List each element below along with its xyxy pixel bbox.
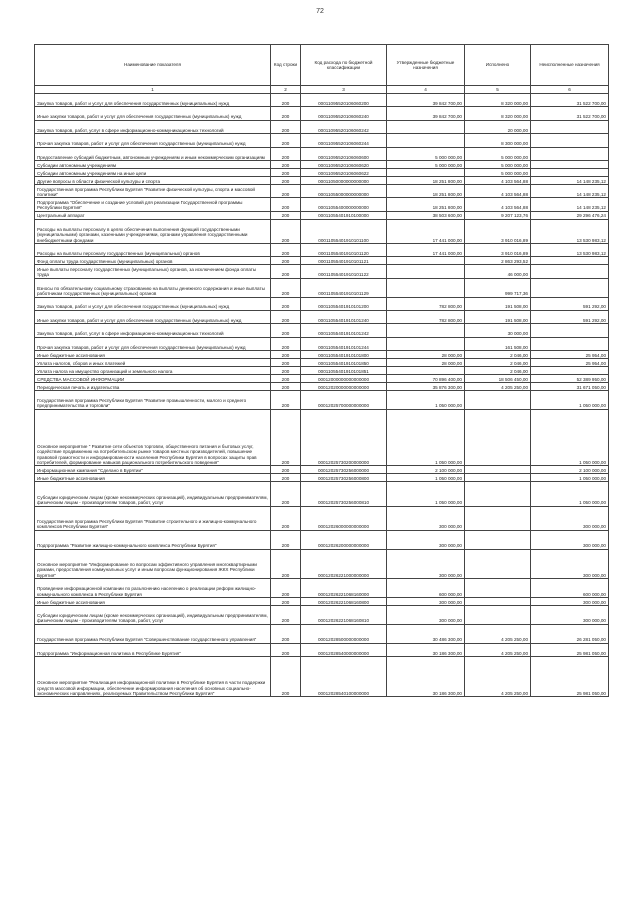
row-remaining [531,278,609,297]
table-row [35,160,609,168]
table-row [35,184,609,197]
row-kbk: 00012025700000000000 [301,391,387,410]
row-line-code: 200 [271,184,301,197]
table-row [35,409,609,466]
row-name: Расходы на выплаты персоналу государственных (муниципальных) органов [35,243,271,256]
row-line-code: 200 [271,549,301,579]
row-name: Закупка товаров, работ и услуг для обеспечения государственных (муниципальных) нужд [35,94,271,107]
table-row [35,198,609,211]
row-line-code: 200 [271,147,301,160]
column-number: 3 [301,86,387,94]
row-executed: 8 300 000,00 [465,134,531,147]
row-name: Субсидии юридическим лицам (кроме некоммерческих организаций), индивидуальным предпринимателям, физическим лицам - производителям товаров, работ, услуг [35,606,271,625]
row-remaining [531,168,609,176]
column-header-executed: Исполнено [465,45,531,86]
row-remaining: 14 148 235,12 [531,198,609,211]
row-approved [387,168,465,176]
table-row [35,324,609,337]
table-row [35,474,609,482]
row-kbk: 00011095520106060620 [301,160,387,168]
row-line-code: 200 [271,160,301,168]
row-executed: 46 000,00 [465,265,531,278]
row-executed: 3 910 016,89 [465,219,531,243]
row-executed: 30 000,00 [465,324,531,337]
row-name: Закупка товаров, работ, услуг в сфере информационно-коммуникационных технологий [35,324,271,337]
table-row [35,375,609,383]
row-line-code: 200 [271,579,301,598]
table-row [35,657,609,697]
row-name: Иные бюджетные ассигнования [35,474,271,482]
row-approved: 35 876 300,00 [387,383,465,391]
row-line-code: 200 [271,337,301,350]
row-executed: 4 205 250,00 [465,624,531,643]
row-approved: 1 050 000,00 [387,482,465,506]
row-remaining [531,147,609,160]
row-name: Подпрограмма "Обеспечение и создание условий для реализации Государственной программы Республики Бурятия" [35,198,271,211]
row-kbk: 00011055401910101120 [301,243,387,256]
row-line-code: 200 [271,278,301,297]
row-line-code: 200 [271,391,301,410]
row-remaining: 26 281 050,00 [531,624,609,643]
row-approved: 28 000,00 [387,359,465,367]
row-approved: 28 000,00 [387,351,465,359]
row-approved: 5 000 000,00 [387,160,465,168]
row-approved: 38 503 600,00 [387,211,465,219]
row-line-code: 200 [271,409,301,466]
row-remaining: 591 292,00 [531,310,609,323]
row-executed: 2 863 293,52 [465,257,531,265]
row-executed: 4 205 250,00 [465,657,531,697]
row-kbk: 00012000000000000000 [301,375,387,383]
row-name: Периодическая печать и издательства [35,383,271,391]
row-approved: 600 000,00 [387,579,465,598]
row-name: Другие вопросы в области физической культуры и спорта [35,176,271,184]
row-approved: 30 186 300,00 [387,643,465,656]
row-remaining: 300 000,00 [531,598,609,606]
row-remaining: 25 954,00 [531,359,609,367]
table-row [35,168,609,176]
column-header-line-code: Код строки [271,45,301,86]
row-executed: 2 046,00 [465,367,531,375]
row-remaining: 14 148 235,12 [531,176,609,184]
row-line-code: 200 [271,474,301,482]
row-remaining [531,160,609,168]
row-line-code: 200 [271,482,301,506]
row-name: Закупка товаров, работ и услуг для обеспечения государственных (муниципальных) нужд [35,297,271,310]
row-line-code: 200 [271,257,301,265]
row-kbk: 00012026221000000000 [301,549,387,579]
row-remaining: 300 000,00 [531,506,609,530]
row-executed [465,474,531,482]
row-approved [387,367,465,375]
table-row [35,297,609,310]
row-kbk: 00011095520106060240 [301,107,387,120]
row-kbk: 00012025730256000810 [301,482,387,506]
row-name: Закупка товаров, работ, услуг в сфере информационно-коммуникационных технологий [35,120,271,133]
row-line-code: 200 [271,107,301,120]
row-kbk: 00012026200000000000 [301,530,387,549]
row-name: Прочая закупка товаров, работ и услуг для обеспечения государственных (муниципальных) нужд [35,337,271,350]
row-remaining: 25 981 050,00 [531,657,609,697]
row-approved [387,257,465,265]
row-line-code: 200 [271,120,301,133]
row-line-code: 200 [271,598,301,606]
row-approved: 70 896 400,00 [387,375,465,383]
table-row [35,337,609,350]
row-executed: 8 320 000,00 [465,94,531,107]
row-remaining: 1 050 000,00 [531,482,609,506]
row-name: Прочая закупка товаров, работ и услуг для обеспечения государственных (муниципальных) нужд [35,134,271,147]
row-name: Государственная программа Республики Бурятия "Совершенствование государственного управления" [35,624,271,643]
row-remaining: 31 671 050,00 [531,383,609,391]
row-name: СРЕДСТВА МАССОВОЙ ИНФОРМАЦИИ [35,375,271,383]
row-line-code: 200 [271,383,301,391]
row-approved: 18 251 800,00 [387,198,465,211]
row-executed [465,391,531,410]
table-row [35,530,609,549]
row-name: Субсидии автономным учреждениям на иные цели [35,168,271,176]
row-line-code: 200 [271,211,301,219]
row-kbk: 00011055401910101240 [301,310,387,323]
row-line-code: 200 [271,506,301,530]
column-header-approved: Утвержденные бюджетные назначения [387,45,465,86]
row-kbk: 00011055401910101100 [301,219,387,243]
row-executed [465,466,531,474]
row-name: Уплата налогов, сборов и иных платежей [35,359,271,367]
column-header-remaining: Неисполненные назначения [531,45,609,86]
column-number: 6 [531,86,609,94]
row-approved: 300 000,00 [387,549,465,579]
row-name: Предоставление субсидий бюджетным, автономным учреждениям и иным некоммерческим организациям [35,147,271,160]
column-number: 4 [387,86,465,94]
row-approved: 17 441 000,00 [387,219,465,243]
row-approved: 5 000 000,00 [387,147,465,160]
table-row [35,624,609,643]
row-approved [387,134,465,147]
row-executed [465,579,531,598]
row-approved [387,278,465,297]
row-name: Подпрограмма "Развитие жилищно-коммунального комплекса Республики Бурятия" [35,530,271,549]
table-body [35,94,609,697]
row-kbk: 00011055400000000000 [301,198,387,211]
row-approved: 39 842 700,00 [387,107,465,120]
row-approved [387,120,465,133]
row-name: Уплата налога на имущество организаций и земельного налога [35,367,271,375]
row-line-code: 200 [271,624,301,643]
row-line-code: 200 [271,359,301,367]
row-name: Государственная программа Республики Бурятия "Развитие физической культуры, спорта и массовой политики" [35,184,271,197]
row-line-code: 200 [271,134,301,147]
row-approved [387,265,465,278]
row-line-code: 200 [271,265,301,278]
row-executed [465,506,531,530]
table-row [35,598,609,606]
table-row [35,94,609,107]
row-approved [387,324,465,337]
row-kbk: 00011055401910101122 [301,265,387,278]
table-row [35,243,609,256]
row-kbk: 00011095520106060600 [301,147,387,160]
row-kbk: 00011055401910101121 [301,257,387,265]
row-kbk: 00012026221068160810 [301,606,387,625]
row-approved: 17 441 000,00 [387,243,465,256]
page-number: 72 [316,8,324,15]
row-line-code: 200 [271,351,301,359]
row-kbk: 00011095520106060242 [301,120,387,133]
row-executed: 2 046,00 [465,351,531,359]
row-remaining [531,367,609,375]
row-name: Иные закупки товаров, работ и услуг для обеспечения государственных (муниципальных) нужд [35,107,271,120]
row-executed: 161 508,00 [465,337,531,350]
row-remaining: 1 050 000,00 [531,391,609,410]
table-row [35,134,609,147]
row-executed: 4 205 250,00 [465,383,531,391]
row-approved: 782 800,00 [387,297,465,310]
row-kbk: 00012028500000000000 [301,624,387,643]
row-name: Расходы на выплаты персоналу в целях обеспечения выполнения функций государственными (муниципальными) органами, казенными учреждениями, органами управления государственными внебюджетными фондами [35,219,271,243]
row-name: Проведение информационной компании по разъяснению населению о реализации реформ жилищно-коммунального комплекса в Республике Бурятия [35,579,271,598]
row-approved: 1 050 000,00 [387,409,465,466]
row-approved: 30 486 300,00 [387,624,465,643]
row-remaining [531,134,609,147]
row-approved: 782 800,00 [387,310,465,323]
table-row [35,107,609,120]
row-approved: 2 100 000,00 [387,466,465,474]
row-line-code: 200 [271,657,301,697]
row-kbk: 00011055401910101200 [301,297,387,310]
row-remaining [531,257,609,265]
row-name: Подпрограмма "Информационная политика в Республике Бурятия" [35,643,271,656]
row-line-code: 200 [271,198,301,211]
table-row [35,147,609,160]
row-line-code: 200 [271,606,301,625]
row-kbk: 00012028540100000000 [301,657,387,697]
row-executed: 4 205 250,00 [465,643,531,656]
row-executed: 5 000 000,00 [465,168,531,176]
column-header-indicator: Наименование показателя [35,45,271,86]
table-row [35,351,609,359]
table-row [35,506,609,530]
row-line-code: 200 [271,176,301,184]
row-name: Субсидии юридическим лицам (кроме некоммерческих организаций), индивидуальным предпринимателям, физическим лицам - производителям товаров, работ, услуг [35,482,271,506]
row-approved: 1 050 000,00 [387,391,465,410]
row-remaining: 31 522 700,00 [531,107,609,120]
row-remaining [531,265,609,278]
row-executed: 4 103 564,88 [465,176,531,184]
row-executed: 191 508,00 [465,297,531,310]
row-approved: 39 842 700,00 [387,94,465,107]
row-kbk: 00011095520106060244 [301,134,387,147]
row-executed: 2 046,00 [465,359,531,367]
row-kbk: 00011055401910101244 [301,337,387,350]
row-kbk: 00012020000000000000 [301,383,387,391]
row-line-code: 200 [271,94,301,107]
budget-execution-table [34,44,609,697]
row-kbk: 00012026221068160800 [301,598,387,606]
table-row [35,383,609,391]
table-header-row [35,45,609,86]
table-row [35,579,609,598]
row-approved: 1 050 000,00 [387,474,465,482]
row-executed: 191 508,00 [465,310,531,323]
row-name: Иные закупки товаров, работ и услуг для обеспечения государственных (муниципальных) нужд [35,310,271,323]
row-executed: 9 207 123,76 [465,211,531,219]
row-kbk: 00011055000000000000 [301,184,387,197]
row-kbk: 00011055401910101851 [301,367,387,375]
row-executed [465,409,531,466]
table-row [35,120,609,133]
row-remaining: 2 100 000,00 [531,466,609,474]
table-row [35,211,609,219]
row-kbk: 00011095520106060200 [301,94,387,107]
table-row [35,643,609,656]
table-row [35,367,609,375]
row-line-code: 200 [271,297,301,310]
row-name: Фонд оплаты труда государственных (муниципальных) органов [35,257,271,265]
row-executed: 18 506 450,00 [465,375,531,383]
table-row [35,466,609,474]
column-number-row [35,86,609,94]
row-line-code: 200 [271,643,301,656]
row-name: Государственная программа Республики Бурятия "Развитие строительного и жилищно-коммунального комплексов Республики Бурятия" [35,506,271,530]
row-executed: 5 000 000,00 [465,147,531,160]
row-kbk: 00011050000000000000 [301,176,387,184]
row-kbk: 00011055401910101242 [301,324,387,337]
row-executed: 3 910 016,89 [465,243,531,256]
table-row [35,257,609,265]
row-name: Иные выплаты персоналу государственных (муниципальных) органов, за исключением фонда оплаты труда [35,265,271,278]
row-executed: 20 000,00 [465,120,531,133]
table-row [35,482,609,506]
row-remaining: 300 000,00 [531,530,609,549]
row-remaining: 1 050 000,00 [531,409,609,466]
row-remaining: 1 050 000,00 [531,474,609,482]
row-line-code: 200 [271,375,301,383]
row-name: Иные бюджетные ассигнования [35,598,271,606]
row-remaining: 25 954,00 [531,351,609,359]
row-name: Основное мероприятие " Развитие сети объектов торговли, общественного питания и бытовых услуг, содействие продвижению на потребительском рынке товаров местных производителей, повышение правовой грамотности и информированности населения Республики Бурятия в вопросах защиты прав потребителей, формирование навыков рационального потребительского поведения" [35,409,271,466]
row-approved: 300 000,00 [387,530,465,549]
row-remaining: 31 522 700,00 [531,94,609,107]
row-line-code: 200 [271,168,301,176]
row-approved [387,337,465,350]
column-number: 5 [465,86,531,94]
row-name: Основное мероприятие "Реализация информационной политики в Республике Бурятия в части поддержки средств массовой информации, обеспечение информирования населения об основных социально-экономических направлениях, реализуемых Правительством Республики Бурятия" [35,657,271,697]
column-number: 1 [35,86,271,94]
row-kbk: 00012028540000000000 [301,643,387,656]
table-row [35,278,609,297]
row-kbk: 00011095520106060622 [301,168,387,176]
row-remaining: 29 296 476,24 [531,211,609,219]
row-remaining: 300 000,00 [531,549,609,579]
row-executed: 8 320 000,00 [465,107,531,120]
row-approved: 30 186 300,00 [387,657,465,697]
row-remaining [531,120,609,133]
row-line-code: 200 [271,310,301,323]
row-executed [465,549,531,579]
table-row [35,391,609,410]
row-kbk: 00011055401910101850 [301,359,387,367]
row-executed: 999 717,36 [465,278,531,297]
row-remaining: 13 530 983,12 [531,243,609,256]
table-row [35,359,609,367]
row-line-code: 200 [271,243,301,256]
row-approved: 300 000,00 [387,606,465,625]
table-row [35,310,609,323]
row-remaining [531,324,609,337]
row-line-code: 200 [271,466,301,474]
row-line-code: 200 [271,530,301,549]
row-remaining [531,337,609,350]
row-executed [465,606,531,625]
row-approved: 300 000,00 [387,598,465,606]
row-name: Субсидии автономным учреждениям [35,160,271,168]
table-row [35,219,609,243]
row-name: Информационная кампания "Сделано в Бурятии" [35,466,271,474]
row-approved: 300 000,00 [387,506,465,530]
row-line-code: 200 [271,219,301,243]
row-executed: 4 103 564,88 [465,184,531,197]
row-kbk: 00011055401910100000 [301,211,387,219]
row-name: Взносы по обязательному социальному страхованию на выплаты денежного содержания и иные выплаты работникам государственных (муниципальных) органов [35,278,271,297]
row-kbk: 00012026000000000000 [301,506,387,530]
row-executed: 4 103 564,88 [465,198,531,211]
row-kbk: 00012025730256000800 [301,474,387,482]
row-name: Иные бюджетные ассигнования [35,351,271,359]
row-remaining: 25 981 050,00 [531,643,609,656]
row-kbk: 00012026221068160000 [301,579,387,598]
row-approved: 18 251 800,00 [387,176,465,184]
column-header-kbk: Код расхода по бюджетной классификации [301,45,387,86]
row-remaining: 13 530 983,12 [531,219,609,243]
table-row [35,549,609,579]
row-remaining: 52 389 950,00 [531,375,609,383]
row-executed [465,598,531,606]
row-kbk: 00012025730256000000 [301,466,387,474]
row-kbk: 00012025730200000000 [301,409,387,466]
row-remaining: 300 000,00 [531,606,609,625]
row-remaining: 591 292,00 [531,297,609,310]
row-name: Центральный аппарат [35,211,271,219]
table-row [35,265,609,278]
row-name: Государственная программа Республики Бурятия "Развитие промышленности, малого и среднего предпринимательства и торговли" [35,391,271,410]
table-row [35,606,609,625]
row-name: Основное мероприятие "Информирование по вопросам эффективного управления многоквартирными домами, предоставления коммунальных услуг и иным вопросам функционирования ЖКХ Республики Бурятия" [35,549,271,579]
row-executed [465,482,531,506]
row-remaining: 600 000,00 [531,579,609,598]
table-row [35,176,609,184]
row-kbk: 00011055401910101129 [301,278,387,297]
row-approved: 18 251 800,00 [387,184,465,197]
column-number: 2 [271,86,301,94]
row-executed [465,530,531,549]
row-line-code: 200 [271,367,301,375]
row-line-code: 200 [271,324,301,337]
row-remaining: 14 148 235,12 [531,184,609,197]
row-kbk: 00011055401910101800 [301,351,387,359]
row-executed: 5 000 000,00 [465,160,531,168]
